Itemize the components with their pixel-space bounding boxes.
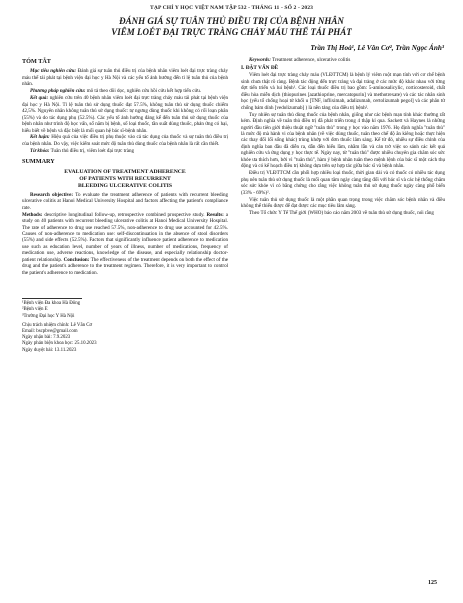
title-line-2: VIÊM LOÉT ĐẠI TRỰC TRÀNG CHẢY MÁU THỂ TÁI PHÁT	[111, 27, 352, 37]
en-title: EVALUATION OF TREATMENT ADHERENCE OF PATIENTS WITH RECURRENT BLEEDING ULCERATIVE COLITIS	[64, 168, 186, 189]
intro-paragraph-4: Việc tuân thủ sử dụng thuốc là một phần quan trọng trong việc chăm sóc bệnh nhân và điều không thể thiếu được để đạt được các mục tiêu lâm sàng.	[241, 196, 445, 209]
footnote-affiliation-3: ³Trường Đại học Y Hà Nội	[22, 313, 75, 319]
footnote-affiliation-1: ¹Bệnh viện Đa khoa Hà Đông	[22, 301, 81, 307]
left-column	[22, 56, 228, 354]
en-abstract-objective: Research objective: To evaluate the treatment adherence of patients with recurrent bleeding ulcerative colitis at Hanoi Medical University Hospital and factors affecting the patient's compliance rate.	[22, 191, 228, 211]
date-received: Ngày nhận bài: 7.9.2023	[22, 335, 71, 341]
corresponding-author: Chịu trách nhiệm chính: Lê Văn Cơ	[22, 322, 93, 328]
title-line-1: ĐÁNH GIÁ SỰ TUÂN THỦ ĐIỀU TRỊ CỦA BỆNH NHÂN	[119, 16, 344, 26]
en-abstract-methods: Methods: descriptive longitudinal follow-up, retrospective combined prospective study. Results: a study on 40 patients with recurrent bleeding ulcerative colitis at Hanoi Medical University Hospital. The rate of adherence to drug use reached 57.5%, non-adherence to drug use accounted for 42.5%. Causes of non-adherence to medication use: self-discontinuation in the absence of stool disorders (55%) and side effects (52.5%). Factors that significantly influence patient adherence to medication use such as education level, number of years of illness, number of medications, frequency of medication use, adverse reactions, knowledge of the disease, and especially relationship doctor-patient relationship. Conclusion: The effectiveness of the treatment depends on both the effect of the drug and the patient's adherence to the treatment regimen. Therefore, it is very important to control the patient's adherence to medication.	[22, 211, 228, 276]
intro-paragraph-5: Theo Tổ chức Y Tế Thế giới (WHO) báo cáo năm 2003 về tuân thủ sử dụng thuốc, nói rằng	[249, 209, 434, 216]
vi-abstract-results: Kết quả: nghiên cứu trên 40 bệnh nhân viêm loét đại trực tràng chảy máu tái phát tại bệnh viện đại học y Hà Nội. Tỉ lệ tuân thủ sử dụng thuốc đạt 57.5%, không tuân thủ sử dụng thuốc chiếm 42,5%. Nguyên nhân không tuân thủ sử dụng thuốc: tự ngưng dùng thuốc khi không có rối loạn phân (55%) và do tác dụng phụ (52.5%). Các yếu tố ảnh hưởng đáng kể đến tuân thủ sử dụng thuốc của bệnh nhân như trình độ học vấn, số năm bị bệnh, số loại thuốc, tần suất dùng thuốc, phản ứng có hại, hiểu biết về bệnh và đặc biệt là mối quan hệ bác sĩ-bệnh nhân.	[22, 95, 228, 134]
footnote-affiliation-2: ²Bệnh viện E	[22, 307, 48, 313]
intro-paragraph-3: Điều trị VLĐTTCM cần phối hợp nhiều loại thuốc, thời gian dài và có thuốc có nhiều tác dụng phụ nên tuân thủ sử dụng thuốc là mối quan tâm ngày càng tăng đối với bác sĩ và các hệ thống chăm sóc sức khỏe vì có bằng chứng cho rằng việc không tuân thủ sử dụng thuốc ngày càng phổ biến (33% - 69%)².	[241, 170, 445, 196]
vi-abstract-conclusion: Kết luận: Hiệu quả của việc điều trị phụ thuộc vào cả tác dụng của thuốc và sự tuân thủ điều trị của bệnh nhân. Do vậy, việc kiểm soát mức độ tuân thủ dùng thuốc của bệnh nhân là rất cần thiết.	[22, 134, 228, 147]
vi-abstract-methods: Phương pháp nghiên cứu: mô tả theo dõi dọc, nghiên cứu hồi cứu kết hợp tiến cứu.	[30, 88, 202, 95]
en-abstract-keywords: Keywords: Treatment adherence, ulcerative colitis	[249, 56, 351, 63]
date-accepted: Ngày duyệt bài: 13.11.2023	[22, 347, 77, 353]
vi-abstract-heading: TÓM TẮT	[22, 58, 51, 65]
intro-paragraph-1: Viêm loét đại trực tràng chảy máu (VLĐTTCM) là bệnh lý viêm ruột mạn tính với cơ chế bệnh sinh chưa thật rõ ràng. Bệnh tác động đến trực tràng và đại tràng ở các mức độ khác nhau với từng đợt tiến triển và lui bệnh¹. Các loại thuốc điều trị bao gồm: 5-aminosalicylic, corticosteroid, chất điều hòa miễn dịch (thiopurines [azathioprine, mercatopurin] và methotrexate) và các tác nhân sinh học (yếu tố chống hoại tử khối u [TNF, infliximab, adalizumab, certolizumab pegol] và các phân tử chống bám dính [vedolizumab] ) là nền tảng của điều trị bệnh².	[241, 72, 445, 111]
article-title	[30, 16, 433, 38]
authors: Trần Thị Hoà¹, Lê Văn Cơ², Trần Ngọc Ánh³	[310, 44, 444, 52]
vi-abstract-objective: Mục tiêu nghiên cứu: Đánh giá sự tuân thủ điều trị của bệnh nhân viêm loét đại trực tràng chảy máu thể tái phát tại bệnh viện đại học y Hà Nội và các yếu tố ảnh hưởng đến tỉ lệ tuân thủ của bệnh nhân.	[22, 68, 228, 88]
en-abstract-heading: SUMMARY	[22, 158, 55, 166]
intro-heading: I. ĐẶT VẤN ĐỀ	[241, 64, 279, 71]
footnote-rule	[22, 298, 82, 299]
footnotes	[22, 301, 228, 354]
vi-abstract-keywords: Từ khóa: Tuân thủ điều trị, viêm loét đại trực tràng	[30, 147, 135, 154]
date-reviewed: Ngày phản biện khoa học: 25.10.2023	[22, 341, 97, 347]
page-number: 125	[428, 580, 437, 586]
journal-header: TẠP CHÍ Y HỌC VIỆT NAM TẬP 532 - THÁNG 11 - SỐ 2 - 2023	[149, 5, 314, 11]
right-column	[241, 56, 445, 217]
corresponding-email: Email: bscpbve@gmail.com	[22, 329, 78, 334]
intro-paragraph-2: Tuy nhiên sự tuân thủ dùng thuốc của bệnh nhân, giống như các bệnh mạn tính khác thường rất kém. Định nghĩa về tuân thủ điều trị đã phát triển trong 4 thập kỉ qua. Sackett và Haynes là những người đầu tiên giới thiệu thuật ngữ "tuân thủ" trong y học vào năm 1976. Họ định nghĩa "tuân thủ" là mức độ mà hành vi của bệnh nhân (về việc dùng thuốc, tuân theo chế độ ăn kiêng hoặc thực hiện các thay đổi lối sống khác) trùng khớp với đơn thuốc lâm sàng. Kể từ đó, nhiều sự điều chỉnh của định nghĩa ban đầu đã diễn ra, dẫn đến hiểu lầm, nhầm lẫn và cản trở việc so sánh các kết quả nghiên cứu và ứng dụng y học thực tế. Ngày nay, từ "tuân thủ" được nhiều chuyên gia chăm sóc sức khỏe ưa thích hơn, bởi vì "tuân thủ", hàm ý bệnh nhân tuân theo mệnh lệnh của bác sĩ một cách thụ động và có kế hoạch điều trị không dựa trên sự hợp tác giữa bác sĩ và bệnh nhân.	[241, 111, 445, 170]
